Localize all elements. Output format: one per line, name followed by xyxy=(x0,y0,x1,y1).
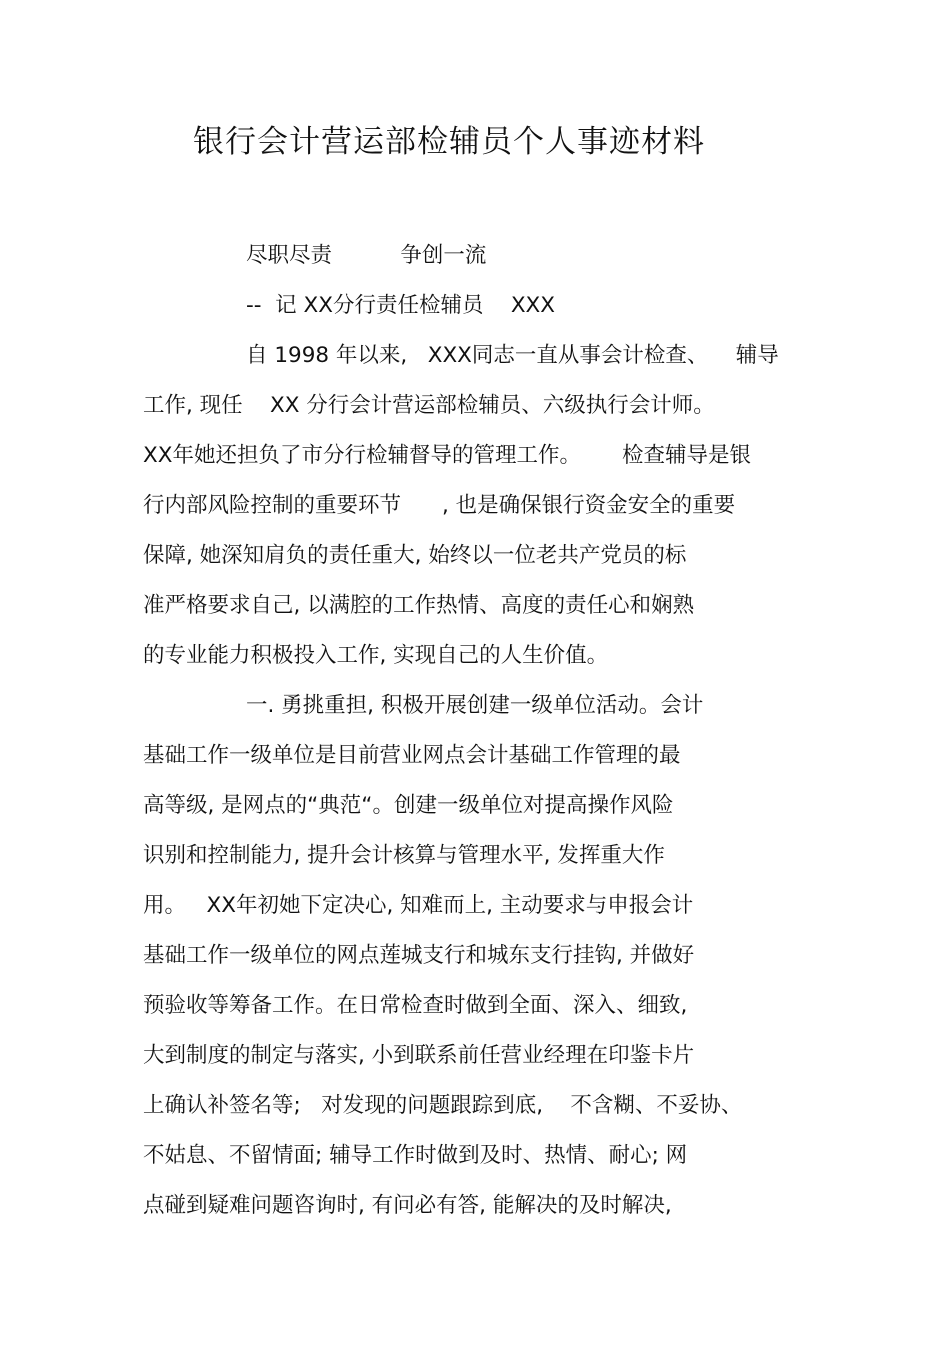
body-line: 识别和控制能力, 提升会计核算与管理水平, 发挥重大作 xyxy=(143,843,665,868)
body-line: 准严格要求自己, 以满腔的工作热情、高度的责任心和娴熟 xyxy=(143,593,695,618)
body-line: 基础工作一级单位的网点莲城支行和城东支行挂钩, 并做好 xyxy=(143,943,695,968)
body-line: XX年她还担负了市分行检辅督导的管理工作。 检查辅导是银 xyxy=(143,443,751,468)
body-line: 工作, 现任 XX 分行会计营运部检辅员、六级执行会计师。 xyxy=(143,393,715,418)
subtitle: 尽职尽责 争创一流 xyxy=(246,243,487,268)
body-line: 预验收等筹备工作。在日常检查时做到全面、深入、细致, xyxy=(143,993,688,1018)
byline: -- 记 XX分行责任检辅员 XXX xyxy=(246,293,556,318)
body-line: 不姑息、不留情面; 辅导工作时做到及时、热情、耐心; 网 xyxy=(143,1143,688,1168)
body-line: 高等级, 是网点的“典范“。创建一级单位对提高操作风险 xyxy=(143,793,674,818)
body-line: 的专业能力积极投入工作, 实现自己的人生价值。 xyxy=(143,643,609,668)
section-heading-line: 一. 勇挑重担, 积极开展创建一级单位活动。会计 xyxy=(246,693,704,718)
body-line: 行内部风险控制的重要环节 , 也是确保银行资金安全的重要 xyxy=(143,493,736,518)
body-line: 保障, 她深知肩负的责任重大, 始终以一位老共产党员的标 xyxy=(143,543,687,568)
document-title: 银行会计营运部检辅员个人事迹材料 xyxy=(193,124,705,160)
body-line: 上确认补签名等; 对发现的问题跟踪到底, 不含糊、不妥协、 xyxy=(143,1093,743,1118)
body-line: 大到制度的制定与落实, 小到联系前任营业经理在印鉴卡片 xyxy=(143,1043,695,1068)
body-line: 自 1998 年以来, XXX同志一直从事会计检查、 辅导 xyxy=(246,343,779,368)
body-line: 点碰到疑难问题咨询时, 有问必有答, 能解决的及时解决, xyxy=(143,1193,672,1218)
body-line: 基础工作一级单位是目前营业网点会计基础工作管理的最 xyxy=(143,743,681,768)
body-line: 用。 XX年初她下定决心, 知难而上, 主动要求与申报会计 xyxy=(143,893,694,918)
